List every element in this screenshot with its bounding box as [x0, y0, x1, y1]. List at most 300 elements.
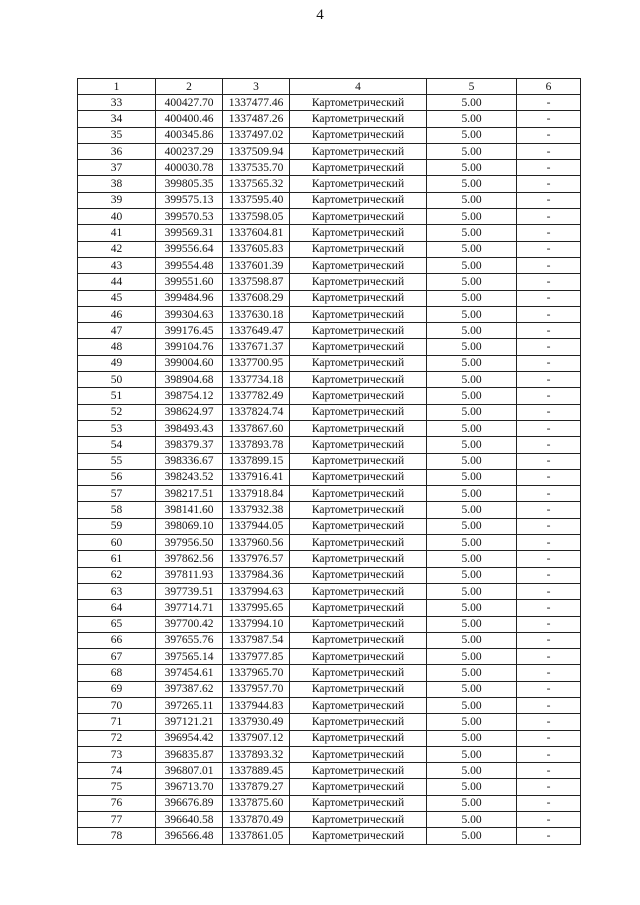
- table-row: [78, 469, 581, 485]
- point-number-cell: 70: [78, 697, 156, 713]
- description-cell: -: [517, 828, 581, 844]
- x-coordinate-cell: 398141.60: [156, 502, 223, 518]
- method-cell: Картометрический: [290, 388, 427, 404]
- point-number-cell: 71: [78, 714, 156, 730]
- description-cell: -: [517, 127, 581, 143]
- description-cell: -: [517, 795, 581, 811]
- accuracy-cell: 5.00: [427, 632, 517, 648]
- table-row: [78, 486, 581, 502]
- y-coordinate-cell: 1337477.46: [223, 95, 290, 111]
- table-row: [78, 323, 581, 339]
- header-cell-1: 1: [78, 79, 156, 95]
- y-coordinate-cell: 1337893.78: [223, 437, 290, 453]
- table-row: [78, 257, 581, 273]
- x-coordinate-cell: 399176.45: [156, 323, 223, 339]
- x-coordinate-cell: 397811.93: [156, 567, 223, 583]
- accuracy-cell: 5.00: [427, 372, 517, 388]
- point-number-cell: 51: [78, 388, 156, 404]
- table-row: [78, 274, 581, 290]
- description-cell: -: [517, 355, 581, 371]
- y-coordinate-cell: 1337994.63: [223, 583, 290, 599]
- description-cell: -: [517, 209, 581, 225]
- table-row: [78, 372, 581, 388]
- y-coordinate-cell: 1337608.29: [223, 290, 290, 306]
- table-row: [78, 551, 581, 567]
- table-row: [78, 160, 581, 176]
- accuracy-cell: 5.00: [427, 388, 517, 404]
- description-cell: -: [517, 746, 581, 762]
- point-number-cell: 40: [78, 209, 156, 225]
- y-coordinate-cell: 1337630.18: [223, 306, 290, 322]
- table-row: [78, 420, 581, 436]
- table-row: [78, 616, 581, 632]
- x-coordinate-cell: 399570.53: [156, 209, 223, 225]
- table-row: [78, 241, 581, 257]
- table-row: [78, 583, 581, 599]
- header-cell-3: 3: [223, 79, 290, 95]
- accuracy-cell: 5.00: [427, 323, 517, 339]
- description-cell: -: [517, 290, 581, 306]
- accuracy-cell: 5.00: [427, 225, 517, 241]
- y-coordinate-cell: 1337535.70: [223, 160, 290, 176]
- x-coordinate-cell: 397387.62: [156, 681, 223, 697]
- method-cell: Картометрический: [290, 763, 427, 779]
- point-number-cell: 37: [78, 160, 156, 176]
- table-row: [78, 730, 581, 746]
- accuracy-cell: 5.00: [427, 111, 517, 127]
- point-number-cell: 35: [78, 127, 156, 143]
- method-cell: Картометрический: [290, 372, 427, 388]
- point-number-cell: 34: [78, 111, 156, 127]
- description-cell: -: [517, 339, 581, 355]
- description-cell: -: [517, 143, 581, 159]
- method-cell: Картометрический: [290, 681, 427, 697]
- description-cell: -: [517, 274, 581, 290]
- description-cell: -: [517, 567, 581, 583]
- table-row: [78, 665, 581, 681]
- table-row: [78, 828, 581, 844]
- table-row: [78, 649, 581, 665]
- accuracy-cell: 5.00: [427, 616, 517, 632]
- x-coordinate-cell: 397714.71: [156, 600, 223, 616]
- table-row: [78, 355, 581, 371]
- x-coordinate-cell: 398493.43: [156, 420, 223, 436]
- x-coordinate-cell: 398904.68: [156, 372, 223, 388]
- y-coordinate-cell: 1337598.87: [223, 274, 290, 290]
- accuracy-cell: 5.00: [427, 763, 517, 779]
- table-row: [78, 681, 581, 697]
- y-coordinate-cell: 1337734.18: [223, 372, 290, 388]
- description-cell: -: [517, 453, 581, 469]
- point-number-cell: 47: [78, 323, 156, 339]
- point-number-cell: 56: [78, 469, 156, 485]
- method-cell: Картометрический: [290, 746, 427, 762]
- accuracy-cell: 5.00: [427, 339, 517, 355]
- method-cell: Картометрический: [290, 241, 427, 257]
- y-coordinate-cell: 1337893.32: [223, 746, 290, 762]
- x-coordinate-cell: 397655.76: [156, 632, 223, 648]
- x-coordinate-cell: 399551.60: [156, 274, 223, 290]
- method-cell: Картометрический: [290, 502, 427, 518]
- y-coordinate-cell: 1337879.27: [223, 779, 290, 795]
- accuracy-cell: 5.00: [427, 518, 517, 534]
- x-coordinate-cell: 396807.01: [156, 763, 223, 779]
- x-coordinate-cell: 398336.67: [156, 453, 223, 469]
- method-cell: Картометрический: [290, 551, 427, 567]
- method-cell: Картометрический: [290, 404, 427, 420]
- accuracy-cell: 5.00: [427, 681, 517, 697]
- accuracy-cell: 5.00: [427, 714, 517, 730]
- header-row: [78, 79, 581, 95]
- point-number-cell: 53: [78, 420, 156, 436]
- accuracy-cell: 5.00: [427, 241, 517, 257]
- method-cell: Картометрический: [290, 649, 427, 665]
- method-cell: Картометрический: [290, 535, 427, 551]
- point-number-cell: 78: [78, 828, 156, 844]
- accuracy-cell: 5.00: [427, 567, 517, 583]
- point-number-cell: 58: [78, 502, 156, 518]
- y-coordinate-cell: 1337824.74: [223, 404, 290, 420]
- description-cell: -: [517, 518, 581, 534]
- method-cell: Картометрический: [290, 274, 427, 290]
- x-coordinate-cell: 396676.89: [156, 795, 223, 811]
- method-cell: Картометрический: [290, 795, 427, 811]
- point-number-cell: 39: [78, 192, 156, 208]
- method-cell: Картометрический: [290, 714, 427, 730]
- description-cell: -: [517, 95, 581, 111]
- table-row: [78, 795, 581, 811]
- x-coordinate-cell: 399805.35: [156, 176, 223, 192]
- accuracy-cell: 5.00: [427, 355, 517, 371]
- x-coordinate-cell: 400345.86: [156, 127, 223, 143]
- y-coordinate-cell: 1337977.85: [223, 649, 290, 665]
- x-coordinate-cell: 398379.37: [156, 437, 223, 453]
- accuracy-cell: 5.00: [427, 437, 517, 453]
- y-coordinate-cell: 1337930.49: [223, 714, 290, 730]
- method-cell: Картометрический: [290, 127, 427, 143]
- point-number-cell: 62: [78, 567, 156, 583]
- table-row: [78, 95, 581, 111]
- description-cell: -: [517, 600, 581, 616]
- accuracy-cell: 5.00: [427, 665, 517, 681]
- accuracy-cell: 5.00: [427, 502, 517, 518]
- point-number-cell: 75: [78, 779, 156, 795]
- y-coordinate-cell: 1337601.39: [223, 257, 290, 273]
- point-number-cell: 60: [78, 535, 156, 551]
- table-row: [78, 176, 581, 192]
- description-cell: -: [517, 583, 581, 599]
- method-cell: Картометрический: [290, 339, 427, 355]
- table-row: [78, 339, 581, 355]
- point-number-cell: 45: [78, 290, 156, 306]
- point-number-cell: 74: [78, 763, 156, 779]
- description-cell: -: [517, 372, 581, 388]
- point-number-cell: 49: [78, 355, 156, 371]
- point-number-cell: 36: [78, 143, 156, 159]
- description-cell: -: [517, 437, 581, 453]
- x-coordinate-cell: 397956.50: [156, 535, 223, 551]
- description-cell: -: [517, 779, 581, 795]
- point-number-cell: 65: [78, 616, 156, 632]
- table-body: [78, 95, 581, 845]
- x-coordinate-cell: 399484.96: [156, 290, 223, 306]
- method-cell: Картометрический: [290, 209, 427, 225]
- table-row: [78, 404, 581, 420]
- accuracy-cell: 5.00: [427, 600, 517, 616]
- table-row: [78, 697, 581, 713]
- table-row: [78, 127, 581, 143]
- y-coordinate-cell: 1337595.40: [223, 192, 290, 208]
- method-cell: Картометрический: [290, 486, 427, 502]
- x-coordinate-cell: 399554.48: [156, 257, 223, 273]
- x-coordinate-cell: 397862.56: [156, 551, 223, 567]
- description-cell: -: [517, 812, 581, 828]
- accuracy-cell: 5.00: [427, 420, 517, 436]
- point-number-cell: 48: [78, 339, 156, 355]
- table-row: [78, 632, 581, 648]
- description-cell: -: [517, 649, 581, 665]
- table-row: [78, 306, 581, 322]
- point-number-cell: 54: [78, 437, 156, 453]
- point-number-cell: 63: [78, 583, 156, 599]
- method-cell: Картометрический: [290, 812, 427, 828]
- y-coordinate-cell: 1337907.12: [223, 730, 290, 746]
- y-coordinate-cell: 1337649.47: [223, 323, 290, 339]
- y-coordinate-cell: 1337944.05: [223, 518, 290, 534]
- accuracy-cell: 5.00: [427, 95, 517, 111]
- table-row: [78, 502, 581, 518]
- point-number-cell: 67: [78, 649, 156, 665]
- y-coordinate-cell: 1337965.70: [223, 665, 290, 681]
- table-row: [78, 388, 581, 404]
- accuracy-cell: 5.00: [427, 160, 517, 176]
- method-cell: Картометрический: [290, 437, 427, 453]
- header-cell-5: 5: [427, 79, 517, 95]
- x-coordinate-cell: 397121.21: [156, 714, 223, 730]
- point-number-cell: 66: [78, 632, 156, 648]
- description-cell: -: [517, 763, 581, 779]
- table-row: [78, 535, 581, 551]
- point-number-cell: 38: [78, 176, 156, 192]
- y-coordinate-cell: 1337605.83: [223, 241, 290, 257]
- description-cell: -: [517, 697, 581, 713]
- method-cell: Картометрический: [290, 160, 427, 176]
- accuracy-cell: 5.00: [427, 176, 517, 192]
- table-row: [78, 779, 581, 795]
- accuracy-cell: 5.00: [427, 486, 517, 502]
- y-coordinate-cell: 1337899.15: [223, 453, 290, 469]
- description-cell: -: [517, 616, 581, 632]
- x-coordinate-cell: 399556.64: [156, 241, 223, 257]
- method-cell: Картометрический: [290, 290, 427, 306]
- point-number-cell: 59: [78, 518, 156, 534]
- point-number-cell: 76: [78, 795, 156, 811]
- description-cell: -: [517, 681, 581, 697]
- description-cell: -: [517, 404, 581, 420]
- y-coordinate-cell: 1337957.70: [223, 681, 290, 697]
- table-row: [78, 714, 581, 730]
- x-coordinate-cell: 400400.46: [156, 111, 223, 127]
- x-coordinate-cell: 396566.48: [156, 828, 223, 844]
- x-coordinate-cell: 397739.51: [156, 583, 223, 599]
- accuracy-cell: 5.00: [427, 795, 517, 811]
- y-coordinate-cell: 1337984.36: [223, 567, 290, 583]
- method-cell: Картометрический: [290, 355, 427, 371]
- accuracy-cell: 5.00: [427, 779, 517, 795]
- point-number-cell: 68: [78, 665, 156, 681]
- y-coordinate-cell: 1337700.95: [223, 355, 290, 371]
- table-row: [78, 290, 581, 306]
- accuracy-cell: 5.00: [427, 290, 517, 306]
- table-row: [78, 600, 581, 616]
- method-cell: Картометрический: [290, 192, 427, 208]
- description-cell: -: [517, 257, 581, 273]
- x-coordinate-cell: 399004.60: [156, 355, 223, 371]
- x-coordinate-cell: 400237.29: [156, 143, 223, 159]
- table-row: [78, 111, 581, 127]
- description-cell: -: [517, 225, 581, 241]
- y-coordinate-cell: 1337994.10: [223, 616, 290, 632]
- point-number-cell: 46: [78, 306, 156, 322]
- description-cell: -: [517, 469, 581, 485]
- method-cell: Картометрический: [290, 225, 427, 241]
- table-row: [78, 567, 581, 583]
- point-number-cell: 52: [78, 404, 156, 420]
- description-cell: -: [517, 306, 581, 322]
- table-row: [78, 812, 581, 828]
- table-row: [78, 143, 581, 159]
- table-row: [78, 453, 581, 469]
- method-cell: Картометрический: [290, 257, 427, 273]
- point-number-cell: 61: [78, 551, 156, 567]
- y-coordinate-cell: 1337598.05: [223, 209, 290, 225]
- point-number-cell: 57: [78, 486, 156, 502]
- header-cell-4: 4: [290, 79, 427, 95]
- x-coordinate-cell: 400030.78: [156, 160, 223, 176]
- accuracy-cell: 5.00: [427, 730, 517, 746]
- accuracy-cell: 5.00: [427, 583, 517, 599]
- table-header: [78, 79, 581, 95]
- table-row: [78, 518, 581, 534]
- x-coordinate-cell: 398624.97: [156, 404, 223, 420]
- point-number-cell: 41: [78, 225, 156, 241]
- accuracy-cell: 5.00: [427, 469, 517, 485]
- y-coordinate-cell: 1337932.38: [223, 502, 290, 518]
- x-coordinate-cell: 397565.14: [156, 649, 223, 665]
- header-cell-2: 2: [156, 79, 223, 95]
- method-cell: Картометрический: [290, 828, 427, 844]
- description-cell: -: [517, 192, 581, 208]
- table-row: [78, 225, 581, 241]
- method-cell: Картометрический: [290, 616, 427, 632]
- y-coordinate-cell: 1337944.83: [223, 697, 290, 713]
- method-cell: Картометрический: [290, 583, 427, 599]
- description-cell: -: [517, 176, 581, 192]
- description-cell: -: [517, 323, 581, 339]
- table-row: [78, 192, 581, 208]
- y-coordinate-cell: 1337497.02: [223, 127, 290, 143]
- accuracy-cell: 5.00: [427, 535, 517, 551]
- description-cell: -: [517, 730, 581, 746]
- y-coordinate-cell: 1337870.49: [223, 812, 290, 828]
- method-cell: Картометрический: [290, 518, 427, 534]
- description-cell: -: [517, 632, 581, 648]
- y-coordinate-cell: 1337782.49: [223, 388, 290, 404]
- table-row: [78, 763, 581, 779]
- accuracy-cell: 5.00: [427, 453, 517, 469]
- method-cell: Картометрический: [290, 665, 427, 681]
- method-cell: Картометрический: [290, 323, 427, 339]
- point-number-cell: 55: [78, 453, 156, 469]
- accuracy-cell: 5.00: [427, 649, 517, 665]
- x-coordinate-cell: 398069.10: [156, 518, 223, 534]
- description-cell: -: [517, 502, 581, 518]
- y-coordinate-cell: 1337604.81: [223, 225, 290, 241]
- table-row: [78, 437, 581, 453]
- y-coordinate-cell: 1337867.60: [223, 420, 290, 436]
- point-number-cell: 44: [78, 274, 156, 290]
- x-coordinate-cell: 396835.87: [156, 746, 223, 762]
- accuracy-cell: 5.00: [427, 274, 517, 290]
- y-coordinate-cell: 1337889.45: [223, 763, 290, 779]
- point-number-cell: 33: [78, 95, 156, 111]
- x-coordinate-cell: 398243.52: [156, 469, 223, 485]
- x-coordinate-cell: 399304.63: [156, 306, 223, 322]
- method-cell: Картометрический: [290, 95, 427, 111]
- method-cell: Картометрический: [290, 306, 427, 322]
- accuracy-cell: 5.00: [427, 697, 517, 713]
- method-cell: Картометрический: [290, 143, 427, 159]
- point-number-cell: 73: [78, 746, 156, 762]
- accuracy-cell: 5.00: [427, 306, 517, 322]
- method-cell: Картометрический: [290, 469, 427, 485]
- y-coordinate-cell: 1337487.26: [223, 111, 290, 127]
- method-cell: Картометрический: [290, 632, 427, 648]
- method-cell: Картометрический: [290, 730, 427, 746]
- method-cell: Картометрический: [290, 420, 427, 436]
- description-cell: -: [517, 714, 581, 730]
- y-coordinate-cell: 1337509.94: [223, 143, 290, 159]
- page-number: 4: [316, 7, 324, 23]
- description-cell: -: [517, 111, 581, 127]
- method-cell: Картометрический: [290, 176, 427, 192]
- x-coordinate-cell: 398754.12: [156, 388, 223, 404]
- y-coordinate-cell: 1337960.56: [223, 535, 290, 551]
- y-coordinate-cell: 1337976.57: [223, 551, 290, 567]
- y-coordinate-cell: 1337861.05: [223, 828, 290, 844]
- accuracy-cell: 5.00: [427, 127, 517, 143]
- accuracy-cell: 5.00: [427, 257, 517, 273]
- y-coordinate-cell: 1337987.54: [223, 632, 290, 648]
- point-number-cell: 50: [78, 372, 156, 388]
- x-coordinate-cell: 398217.51: [156, 486, 223, 502]
- table-row: [78, 746, 581, 762]
- y-coordinate-cell: 1337875.60: [223, 795, 290, 811]
- header-cell-6: 6: [517, 79, 581, 95]
- accuracy-cell: 5.00: [427, 746, 517, 762]
- description-cell: -: [517, 420, 581, 436]
- accuracy-cell: 5.00: [427, 551, 517, 567]
- accuracy-cell: 5.00: [427, 812, 517, 828]
- method-cell: Картометрический: [290, 111, 427, 127]
- method-cell: Картометрический: [290, 600, 427, 616]
- point-number-cell: 72: [78, 730, 156, 746]
- table-row: [78, 209, 581, 225]
- x-coordinate-cell: 400427.70: [156, 95, 223, 111]
- accuracy-cell: 5.00: [427, 828, 517, 844]
- y-coordinate-cell: 1337671.37: [223, 339, 290, 355]
- y-coordinate-cell: 1337918.84: [223, 486, 290, 502]
